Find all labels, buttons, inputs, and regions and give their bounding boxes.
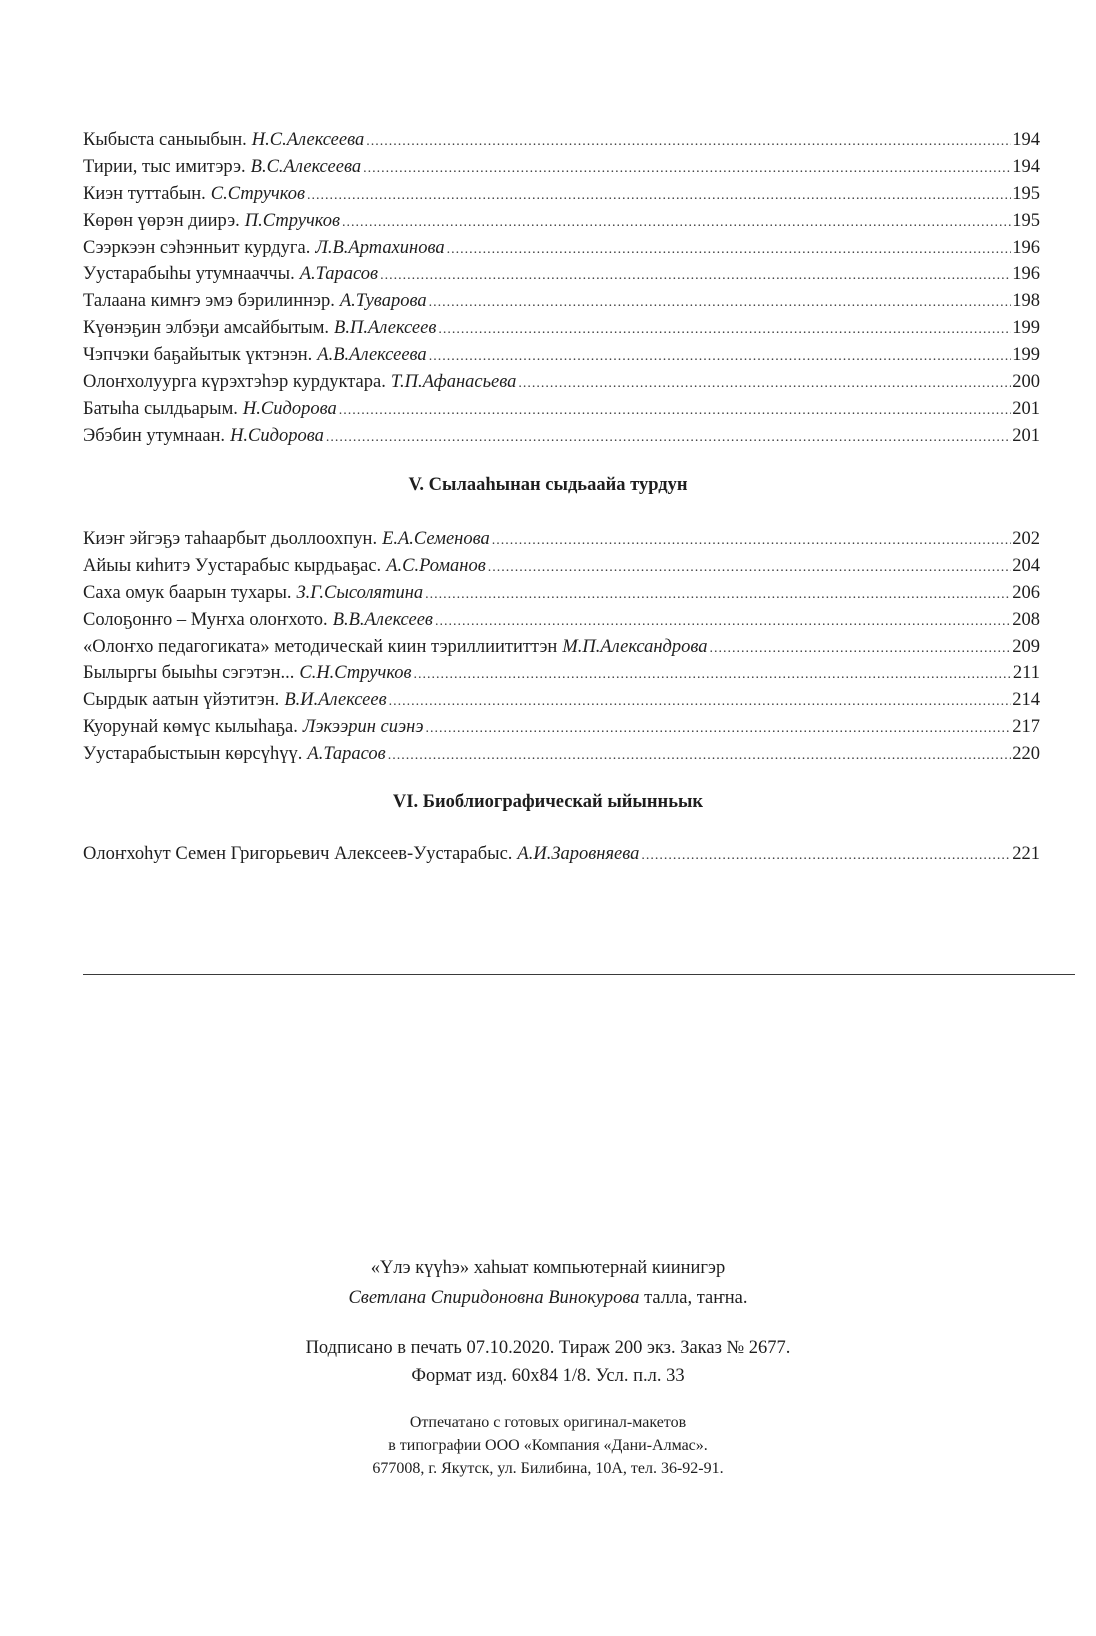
dot-leader	[388, 743, 1012, 770]
dot-leader	[488, 555, 1011, 582]
toc-entry-title: Талаана кимҥэ эмэ бэрилиннэр.	[83, 291, 335, 312]
toc-entry-author: А.Тарасов	[307, 744, 386, 765]
toc-entry-page-number: 195	[1012, 210, 1040, 231]
toc-entry-title: Киэҥ эйгэҕэ таһаарбыт дьоллоохпун.	[83, 529, 378, 549]
toc-entry	[83, 127, 1040, 154]
typesetter-note: талла, таҥна.	[644, 1288, 748, 1308]
toc-entry-title: Былыргы быыһы сэгэтэн...	[83, 663, 295, 684]
toc-entry	[83, 553, 1040, 580]
toc-entry-title: Киэн туттабын.	[83, 183, 206, 204]
format-line: Формат изд. 60х84 1/8. Усл. п.л. 33	[411, 1366, 685, 1386]
toc-entry-author: В.П.Алексеев	[334, 318, 437, 339]
print-signed-line: Подписано в печать 07.10.2020. Тираж 200 экз. Заказ № 2677.	[305, 1338, 791, 1358]
toc-section-5	[83, 526, 1040, 768]
toc-entry-page-number: 214	[1012, 690, 1040, 711]
horizontal-divider	[83, 974, 1075, 975]
toc-entry-page-number: 221	[1012, 844, 1040, 864]
toc-entry	[83, 369, 1040, 396]
toc-entry-page-number: 204	[1012, 555, 1040, 576]
dot-leader	[363, 156, 1011, 183]
toc-entry-page-number: 206	[1012, 582, 1040, 603]
dot-leader	[710, 636, 1012, 663]
toc-entry-page-number: 202	[1012, 529, 1040, 549]
printed-from-line: Отпечатано с готовых оригинал-макетов	[409, 1414, 687, 1431]
toc-entry-author: З.Г.Сысолятина	[296, 582, 424, 603]
address-line: 677008, г. Якутск, ул. Билибина, 10А, тел. 36-92-91.	[372, 1460, 724, 1477]
toc-entry	[83, 741, 1040, 768]
toc-entry-title: Тирии, тыс имитэрэ.	[83, 156, 246, 177]
dot-leader	[307, 183, 1011, 210]
toc-entry	[83, 396, 1040, 423]
dot-leader	[426, 716, 1012, 743]
toc-entry-author: В.В.Алексеев	[332, 609, 433, 630]
toc-entry-title: Күөнэҕин элбэҕи амсайбытым.	[83, 318, 330, 339]
toc-entry-page-number: 195	[1012, 183, 1040, 204]
toc-entry-page-number: 199	[1012, 318, 1040, 339]
toc-entry-author: А.Тарасов	[299, 264, 379, 285]
toc-entry-title: Эбэбин утумнаан.	[83, 425, 226, 446]
toc-entry	[83, 634, 1040, 661]
toc-entry-page-number: 196	[1012, 237, 1040, 258]
toc-entry-author: Н.Сидорова	[242, 398, 337, 419]
dot-leader	[326, 425, 1011, 452]
toc-entry-title: «Олоҥхо педагогиката» методическай киин тэриллиититтэн	[83, 636, 558, 657]
toc-entry-author: А.С.Романов	[386, 555, 486, 576]
toc-entry-author: Лэкээрин сиэнэ	[302, 717, 424, 738]
toc-entry-page-number: 200	[1012, 372, 1040, 393]
toc-entry	[83, 687, 1040, 714]
toc-entry-author: Н.Сидорова	[230, 425, 324, 446]
toc-entry-page-number: 211	[1012, 663, 1040, 684]
toc-entry	[83, 235, 1040, 262]
toc-entry-author: Н.С.Алексеева	[251, 130, 365, 150]
toc-entry-page-number: 217	[1012, 717, 1040, 738]
toc-entry-title: Саха омук баарын тухары.	[83, 582, 292, 603]
dot-leader	[380, 263, 1011, 290]
toc-entry	[83, 154, 1040, 181]
toc-entry-author: В.С.Алексеева	[250, 156, 362, 177]
toc-entry-page-number: 198	[1012, 291, 1040, 312]
dot-leader	[641, 843, 1011, 870]
toc-entry	[83, 208, 1040, 235]
toc-entry-page-number: 194	[1012, 156, 1040, 177]
toc-entry-author: Е.А.Семенова	[382, 529, 490, 549]
toc-entry-author: Л.В.Артахинова	[315, 237, 445, 258]
toc-entry	[83, 607, 1040, 634]
colophon-line-2	[0, 1284, 1096, 1312]
toc-entry-title: Олоҥхолуурга күрэхтэһэр курдуктара.	[83, 372, 386, 393]
section-heading-v: V. Сылааһынан сыдьаайа турдун	[408, 475, 688, 495]
toc-entry	[83, 714, 1040, 741]
toc-entry-page-number: 194	[1012, 130, 1040, 150]
toc-entry-page-number: 201	[1012, 398, 1040, 419]
toc-entry-page-number: 208	[1012, 609, 1040, 630]
toc-entry-author: Т.П.Афанасьева	[390, 372, 517, 393]
colophon-line-1: «Үлэ күүһэ» хаһыат компьютернай киинигэр	[370, 1258, 726, 1278]
dot-leader	[366, 129, 1011, 156]
dot-leader	[339, 398, 1012, 425]
toc-entry-author: С.Н.Стручков	[299, 663, 412, 684]
toc-entry-title: Айыы киһитэ Уустарабыс кырдьаҕас.	[83, 555, 382, 576]
section-heading-vi: VI. Биоблиографическай ыйынньык	[392, 792, 704, 812]
toc-entry	[83, 288, 1040, 315]
toc-entry-author: А.В.Алексеева	[317, 345, 427, 366]
toc-entry-author: В.И.Алексеев	[284, 690, 387, 711]
toc-entry-author: М.П.Александрова	[562, 636, 708, 657]
toc-entry-author: П.Стручков	[244, 210, 341, 231]
toc-entry-author: А.И.Заровняева	[517, 844, 640, 864]
toc-entry-author: С.Стручков	[210, 183, 305, 204]
toc-entry	[83, 660, 1040, 687]
dot-leader	[342, 210, 1011, 237]
toc-entry-author: А.Туварова	[339, 291, 427, 312]
toc-entry-page-number: 220	[1012, 744, 1040, 765]
toc-entry-page-number: 201	[1012, 425, 1040, 446]
dot-leader	[425, 582, 1011, 609]
dot-leader	[389, 689, 1012, 716]
toc-entry-title: Уустарабыһы утумнааччы.	[83, 264, 295, 285]
toc-entry-title: Куорунай көмүс кылыһаҕа.	[83, 717, 298, 738]
dot-leader	[447, 237, 1012, 264]
toc-entry	[83, 315, 1040, 342]
toc-entry-title: Чэпчэки баҕайытык үктэнэн.	[83, 345, 313, 366]
dot-leader	[429, 344, 1012, 371]
toc-entry	[83, 526, 1040, 553]
dot-leader	[492, 528, 1012, 555]
toc-entry	[83, 841, 1040, 868]
toc-entry	[83, 423, 1040, 450]
toc-section-4-continued	[83, 127, 1040, 450]
toc-entry-title: Уустарабыстыын көрсүһүү.	[83, 744, 303, 765]
toc-entry-title: Олоҥхоһут Семен Григорьевич Алексеев-Уустарабыс.	[83, 844, 513, 864]
dot-leader	[518, 371, 1011, 398]
toc-entry-title: Көрөн үөрэн диирэ.	[83, 210, 240, 231]
dot-leader	[435, 609, 1011, 636]
toc-entry-page-number: 199	[1012, 345, 1040, 366]
printing-house-line: в типографии ООО «Компания «Дани-Алмас».	[388, 1437, 708, 1454]
dot-leader	[429, 290, 1012, 317]
toc-entry-title: Сээркээн сэһэнньит курдуга.	[83, 237, 311, 258]
toc-entry-title: Солоҕонҥо – Муҥха олоҥхото.	[83, 609, 328, 630]
dot-leader	[414, 662, 1012, 689]
toc-entry	[83, 181, 1040, 208]
toc-entry-title: Батыһа сылдьарым.	[83, 398, 238, 419]
toc-section-6	[83, 841, 1040, 868]
toc-entry	[83, 580, 1040, 607]
typesetter-name: Светлана Спиридоновна Винокурова	[348, 1288, 640, 1308]
dot-leader	[438, 317, 1011, 344]
toc-entry	[83, 261, 1040, 288]
toc-entry-page-number: 196	[1012, 264, 1040, 285]
toc-entry	[83, 342, 1040, 369]
toc-entry-page-number: 209	[1012, 636, 1040, 657]
toc-entry-title: Сырдык аатын үйэтитэн.	[83, 690, 280, 711]
toc-entry-title: Кыбыста саныыбын.	[83, 130, 247, 150]
